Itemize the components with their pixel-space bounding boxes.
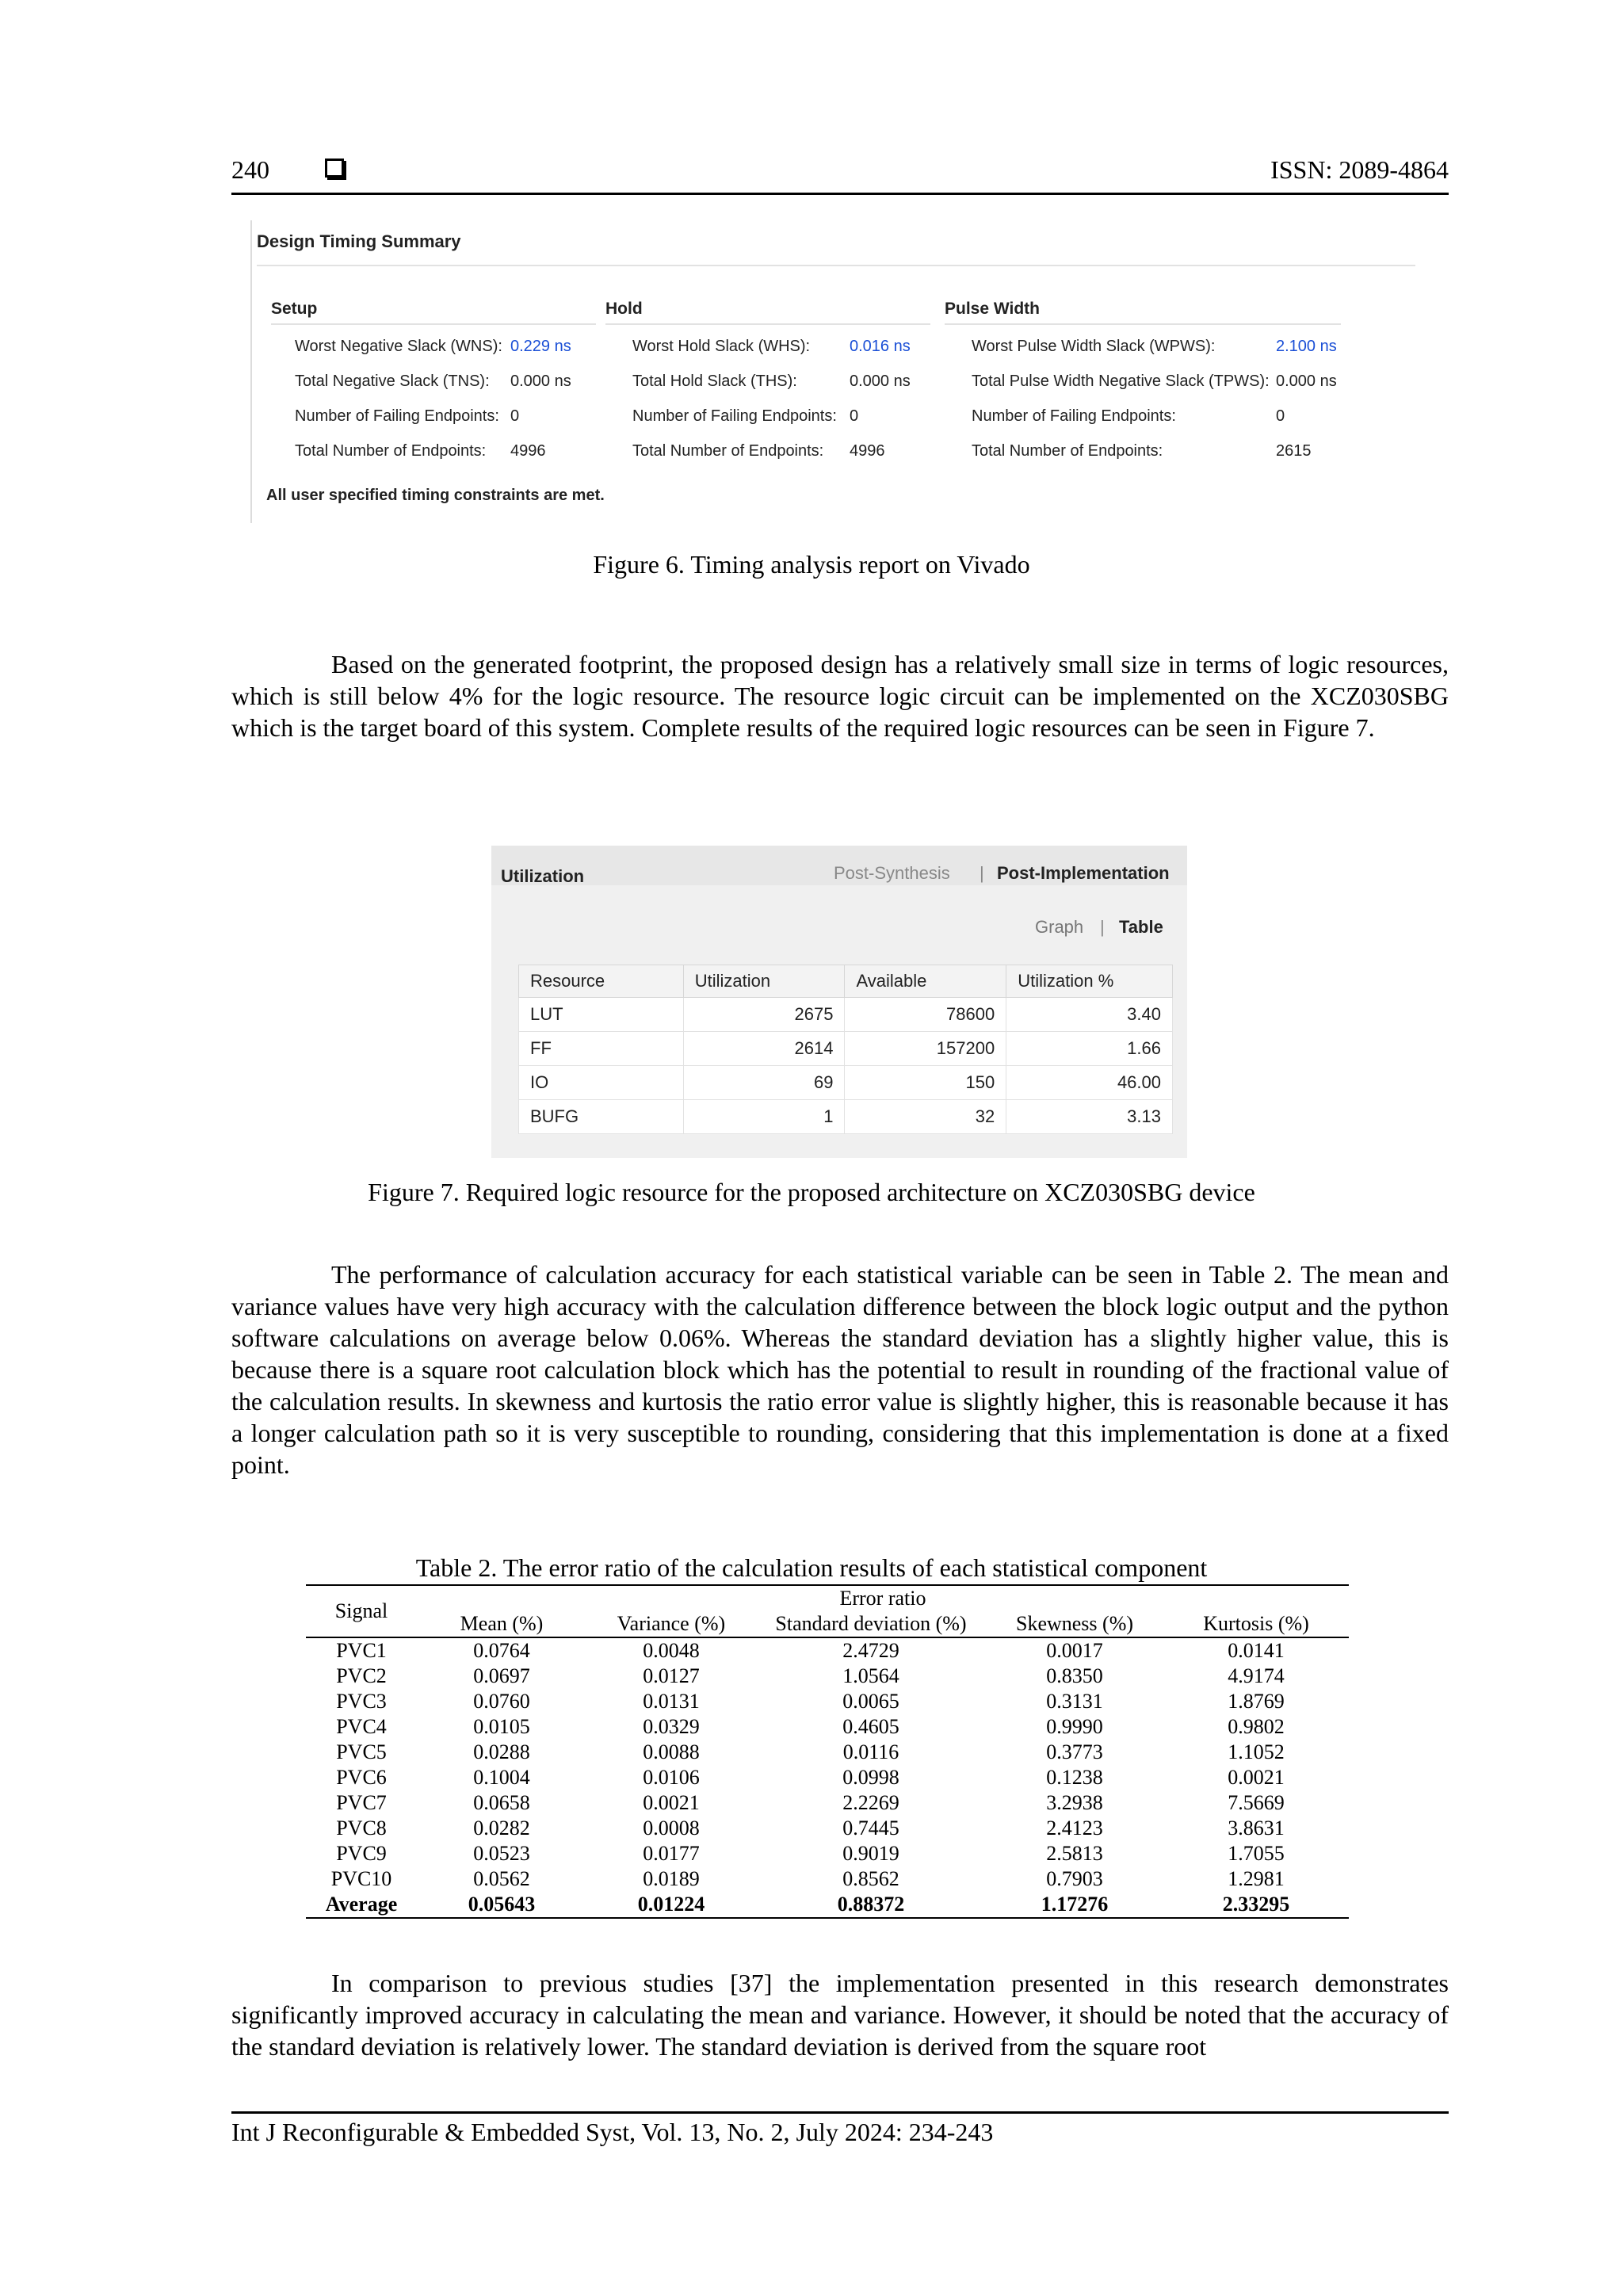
pulse-total-label: Total Number of Endpoints:	[972, 442, 1163, 460]
signal-cell: PVC10	[330, 1867, 392, 1890]
footer-rule	[231, 2111, 1449, 2114]
col-resource[interactable]: Resource	[519, 965, 684, 998]
utilization-table	[518, 965, 1173, 1134]
hold-total-value: 4996	[850, 442, 885, 460]
hold-divider	[605, 323, 930, 325]
signal-header: Signal	[306, 1585, 417, 1637]
mean-cell: 0.0764	[473, 1639, 530, 1662]
view-separator: |	[1100, 917, 1105, 937]
tab-post-implementation[interactable]: Post-Implementation	[997, 863, 1170, 883]
hold-ths-label: Total Hold Slack (THS):	[632, 372, 797, 390]
pulse-tpws-label: Total Pulse Width Negative Slack (TPWS):	[972, 372, 1270, 390]
setup-wns-value[interactable]: 0.229 ns	[510, 338, 571, 355]
available-cell: 150	[845, 1066, 1006, 1100]
col-variance: Variance (%)	[586, 1611, 756, 1637]
table-row	[519, 998, 1173, 1032]
paragraph-1-text: Based on the generated footprint, the proposed design has a relatively small size in terms of logic resources, which is still below 4% for the logic resource. The resource logic circuit can be implemented on the XCZ030SBG which is the target board of this system. Complete results of the required logic resources can be seen in Figure 7.	[231, 650, 1449, 742]
signal-cell: PVC3	[336, 1690, 387, 1713]
hold-title: Hold	[605, 300, 643, 318]
skewness-cell: 0.8350	[1046, 1664, 1103, 1687]
pulse-width-title: Pulse Width	[945, 300, 1040, 318]
col-available[interactable]: Available	[845, 965, 1006, 998]
paragraph-2	[231, 1259, 1449, 1480]
utilization-cell: 2675	[683, 998, 845, 1032]
average-row	[306, 1892, 1349, 1918]
hold-failing-label: Number of Failing Endpoints:	[632, 407, 837, 425]
average-std-dev: 0.88372	[756, 1892, 986, 1918]
signal-cell: PVC2	[336, 1664, 387, 1687]
mean-cell: 0.0105	[473, 1715, 530, 1738]
signal-cell: PVC4	[336, 1715, 387, 1738]
table-row	[306, 1866, 1349, 1892]
utilization-title: Utilization	[501, 866, 585, 886]
mean-cell: 0.0523	[473, 1842, 530, 1865]
variance-cell: 0.0048	[643, 1639, 700, 1662]
utilization-figure	[491, 846, 1187, 1158]
table-row	[306, 1689, 1349, 1714]
setup-failing-label: Number of Failing Endpoints:	[295, 407, 499, 425]
kurtosis-cell: 0.9802	[1228, 1715, 1285, 1738]
std-dev-cell: 0.0998	[842, 1766, 899, 1789]
col-kurtosis: Kurtosis (%)	[1163, 1611, 1349, 1637]
utilization-cell: 69	[683, 1066, 845, 1100]
std-dev-cell: 0.0065	[842, 1690, 899, 1713]
signal-cell: PVC5	[336, 1740, 387, 1763]
kurtosis-cell: 1.8769	[1228, 1690, 1285, 1713]
kurtosis-cell: 0.0021	[1228, 1766, 1285, 1789]
pulse-wpws-label: Worst Pulse Width Slack (WPWS):	[972, 338, 1216, 355]
header-box-icon	[325, 159, 344, 178]
average-skewness: 1.17276	[986, 1892, 1163, 1918]
issn: ISSN: 2089-4864	[1270, 155, 1449, 184]
kurtosis-cell: 1.1052	[1228, 1740, 1285, 1763]
table-row	[306, 1816, 1349, 1841]
variance-cell: 0.0131	[643, 1690, 700, 1713]
variance-cell: 0.0127	[643, 1664, 700, 1687]
pulse-failing-label: Number of Failing Endpoints:	[972, 407, 1176, 425]
utilization-pct-cell: 3.40	[1006, 998, 1173, 1032]
skewness-cell: 3.2938	[1046, 1791, 1103, 1814]
variance-cell: 0.0008	[643, 1817, 700, 1839]
view-graph-link[interactable]: Graph	[1035, 917, 1084, 937]
mean-cell: 0.0697	[473, 1664, 530, 1687]
kurtosis-cell: 1.7055	[1228, 1842, 1285, 1865]
std-dev-cell: 0.4605	[842, 1715, 899, 1738]
utilization-pct-cell: 46.00	[1006, 1066, 1173, 1100]
title-divider	[257, 265, 1415, 266]
kurtosis-cell: 7.5669	[1228, 1791, 1285, 1814]
mean-cell: 0.0760	[473, 1690, 530, 1713]
average-variance: 0.01224	[586, 1892, 756, 1918]
mean-cell: 0.1004	[473, 1766, 530, 1789]
variance-cell: 0.0189	[643, 1867, 700, 1890]
error-ratio-header: Error ratio	[417, 1585, 1349, 1611]
error-ratio-table	[306, 1584, 1349, 1919]
paragraph-1	[231, 648, 1449, 743]
variance-cell: 0.0329	[643, 1715, 700, 1738]
utilization-pct-cell: 3.13	[1006, 1100, 1173, 1134]
signal-cell: PVC8	[336, 1817, 387, 1839]
resource-cell: LUT	[519, 998, 684, 1032]
design-timing-summary-figure	[250, 220, 1415, 523]
utilization-pct-cell: 1.66	[1006, 1032, 1173, 1066]
hold-whs-label: Worst Hold Slack (WHS):	[632, 338, 811, 355]
table-row	[306, 1664, 1349, 1689]
kurtosis-cell: 1.2981	[1228, 1867, 1285, 1890]
hold-whs-value[interactable]: 0.016 ns	[850, 338, 911, 355]
view-table-link[interactable]: Table	[1119, 917, 1163, 937]
table-row	[306, 1790, 1349, 1816]
figure7-caption: Figure 7. Required logic resource for the proposed architecture on XCZ030SBG device	[368, 1178, 1255, 1206]
available-cell: 157200	[845, 1032, 1006, 1066]
page-number: 240	[231, 155, 269, 184]
utilization-cell: 1	[683, 1100, 845, 1134]
figure6-caption: Figure 6. Timing analysis report on Vivado	[593, 550, 1030, 579]
setup-failing-value: 0	[510, 407, 520, 425]
std-dev-cell: 0.9019	[842, 1842, 899, 1865]
average-kurtosis: 2.33295	[1163, 1892, 1349, 1918]
paragraph-2-text: The performance of calculation accuracy for each statistical variable can be seen in Table 2. The mean and variance values have very high accuracy with the calculation difference between the block logic output and the python software calculations on average below 0.06%. Whereas the standard deviation has a slightly higher value, this is because there is a square root calculation block which has the potential to result in rounding of the fractional value of the calculation results. In skewness and kurtosis the ratio error value is slightly higher, this is reasonable because it has a longer calculation path so it is very susceptible to rounding, considering that this implementation is done at a fixed point.	[231, 1260, 1449, 1479]
std-dev-cell: 0.0116	[842, 1740, 899, 1763]
pulse-width-divider	[945, 323, 1341, 325]
resource-cell: BUFG	[519, 1100, 684, 1134]
std-dev-cell: 2.2269	[842, 1791, 899, 1814]
setup-tns-label: Total Negative Slack (TNS):	[295, 372, 490, 390]
variance-cell: 0.0106	[643, 1766, 700, 1789]
resource-cell: IO	[519, 1066, 684, 1100]
available-cell: 32	[845, 1100, 1006, 1134]
table-row	[519, 1032, 1173, 1066]
std-dev-cell: 2.4729	[842, 1639, 899, 1662]
tab-separator: |	[980, 863, 984, 883]
pulse-tpws-value: 0.000 ns	[1276, 372, 1337, 390]
skewness-cell: 2.5813	[1046, 1842, 1103, 1865]
table2-caption: Table 2. The error ratio of the calculation results of each statistical component	[415, 1553, 1208, 1582]
timing-summary-title: Design Timing Summary	[257, 231, 461, 251]
kurtosis-cell: 0.0141	[1228, 1639, 1285, 1662]
col-skewness: Skewness (%)	[986, 1611, 1163, 1637]
average-label: Average	[306, 1892, 417, 1918]
setup-title: Setup	[271, 300, 318, 318]
signal-cell: PVC7	[336, 1791, 387, 1814]
skewness-cell: 0.3773	[1046, 1740, 1103, 1763]
utilization-cell: 2614	[683, 1032, 845, 1066]
variance-cell: 0.0177	[643, 1842, 700, 1865]
std-dev-cell: 0.7445	[842, 1817, 899, 1839]
variance-cell: 0.0088	[643, 1740, 700, 1763]
skewness-cell: 2.4123	[1046, 1817, 1103, 1839]
resource-cell: FF	[519, 1032, 684, 1066]
available-cell: 78600	[845, 998, 1006, 1032]
table-row	[306, 1740, 1349, 1765]
table2-header-row-2	[306, 1611, 1349, 1637]
average-mean: 0.05643	[417, 1892, 586, 1918]
col-utilization-pct[interactable]: Utilization %	[1006, 965, 1173, 998]
mean-cell: 0.0658	[473, 1791, 530, 1814]
table-row	[306, 1841, 1349, 1866]
paragraph-3	[231, 1967, 1449, 2062]
signal-cell: PVC9	[336, 1842, 387, 1865]
setup-total-label: Total Number of Endpoints:	[295, 442, 487, 460]
signal-cell: PVC6	[336, 1766, 387, 1789]
journal-footer: Int J Reconfigurable & Embedded Syst, Vol. 13, No. 2, July 2024: 234-243	[231, 2118, 994, 2146]
pulse-wpws-value[interactable]: 2.100 ns	[1276, 338, 1337, 355]
pulse-failing-value: 0	[1276, 407, 1285, 425]
table-row	[519, 1066, 1173, 1100]
col-mean: Mean (%)	[417, 1611, 586, 1637]
setup-tns-value: 0.000 ns	[510, 372, 571, 390]
skewness-cell: 0.0017	[1046, 1639, 1103, 1662]
hold-ths-value: 0.000 ns	[850, 372, 911, 390]
mean-cell: 0.0288	[473, 1740, 530, 1763]
table-row	[519, 1100, 1173, 1134]
mean-cell: 0.0562	[473, 1867, 530, 1890]
setup-total-value: 4996	[510, 442, 546, 460]
paragraph-3-text: In comparison to previous studies [37] the implementation presented in this research demonstrates significantly improved accuracy in calculating the mean and variance. However, it should be noted that the accuracy of the standard deviation is relatively lower. The standard deviation is derived from the square root	[231, 1969, 1449, 2061]
col-std-dev: Standard deviation (%)	[756, 1611, 986, 1637]
table2-header-row-1	[306, 1585, 1349, 1611]
table-row	[306, 1714, 1349, 1740]
utilization-header-row	[519, 965, 1173, 998]
hold-total-label: Total Number of Endpoints:	[632, 442, 824, 460]
skewness-cell: 0.9990	[1046, 1715, 1103, 1738]
pulse-total-value: 2615	[1276, 442, 1312, 460]
tab-post-synthesis[interactable]: Post-Synthesis	[834, 863, 950, 883]
signal-cell: PVC1	[336, 1639, 387, 1662]
skewness-cell: 0.3131	[1046, 1690, 1103, 1713]
panel-left-border	[250, 220, 252, 523]
setup-divider	[271, 323, 596, 325]
std-dev-cell: 0.8562	[842, 1867, 899, 1890]
variance-cell: 0.0021	[643, 1791, 700, 1814]
table-row	[306, 1765, 1349, 1790]
table-row	[306, 1637, 1349, 1664]
setup-wns-label: Worst Negative Slack (WNS):	[295, 338, 502, 355]
mean-cell: 0.0282	[473, 1817, 530, 1839]
kurtosis-cell: 3.8631	[1228, 1817, 1285, 1839]
skewness-cell: 0.1238	[1046, 1766, 1103, 1789]
header-rule	[231, 193, 1449, 195]
std-dev-cell: 1.0564	[842, 1664, 899, 1687]
kurtosis-cell: 4.9174	[1228, 1664, 1285, 1687]
col-utilization[interactable]: Utilization	[683, 965, 845, 998]
skewness-cell: 0.7903	[1046, 1867, 1103, 1890]
hold-failing-value: 0	[850, 407, 859, 425]
constraints-met-message: All user specified timing constraints are met.	[266, 487, 605, 504]
